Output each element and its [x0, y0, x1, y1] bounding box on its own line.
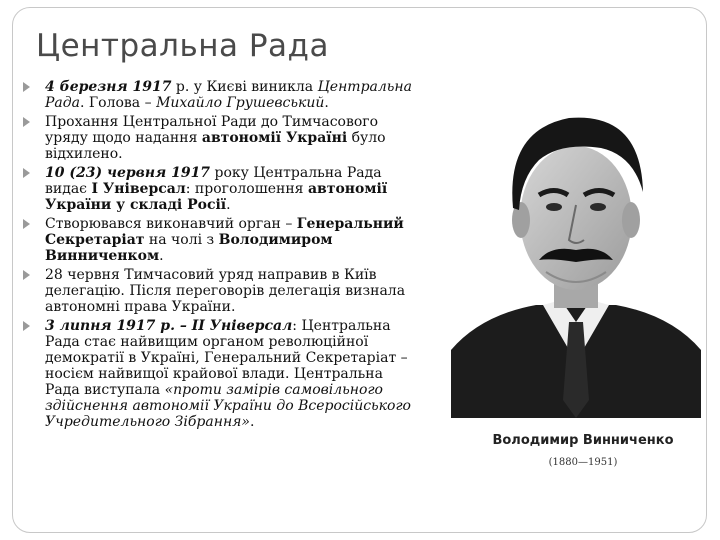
portrait-caption-name: Володимир Винниченко [492, 433, 674, 448]
bullet-text: Генеральний Секретаріат [45, 216, 404, 248]
bullet-text: року Центральна Рада видає [45, 165, 382, 197]
bullet-text: на чолі з [144, 232, 219, 248]
bullet-text: Створювався виконавчий орган – [45, 216, 297, 232]
bullet-text: : проголошення [185, 181, 308, 197]
bullet-text: Прохання Центральної Ради до Тимчасового уряду щодо надання [45, 114, 379, 146]
bullet-marker-icon [23, 219, 30, 229]
bullet-item [21, 114, 421, 162]
bullet-text: 4 березня 1917 [45, 79, 172, 95]
bullet-text: Центральна Рада [45, 79, 412, 111]
bullet-text: . [226, 197, 231, 213]
bullet-text: І Універсал [91, 181, 186, 197]
bullet-text: . [250, 414, 255, 430]
bullet-text: «проти замірів самовільного здійснення автономії України до Всеросійського Учредительного Зібрання» [45, 382, 411, 430]
bullet-item [21, 318, 421, 430]
bullet-marker-icon [23, 82, 30, 92]
bullet-text: 10 (23) червня 1917 [45, 165, 211, 181]
slide-title: Центральна Рада [36, 28, 329, 64]
bullet-marker-icon [23, 168, 30, 178]
portrait-photo [451, 100, 701, 418]
slide [12, 7, 707, 533]
bullet-text: Михайло Грушевський [156, 95, 325, 111]
bullet-text: р. у Києві виникла [171, 79, 318, 95]
bullet-item [21, 216, 421, 264]
bullet-text: . [324, 95, 329, 111]
bullet-text: . [159, 248, 164, 264]
bullet-list [21, 79, 421, 433]
bullet-text: Володимиром Винниченком [45, 232, 333, 264]
bullet-text: автономії України у складі Росії [45, 181, 388, 213]
bullet-text: було відхилено. [45, 130, 386, 162]
bullet-marker-icon [23, 321, 30, 331]
bullet-marker-icon [23, 117, 30, 127]
bullet-text: : Центральна Рада стає найвищим органом революційної демократії в Україні, Генеральний Секретаріат – носієм найвищої крайової влади. Центральна Рада виступала [45, 318, 408, 398]
bullet-marker-icon [23, 270, 30, 280]
bullet-item [21, 79, 421, 111]
bullet-text: . Голова – [80, 95, 157, 111]
bullet-text: автономії Україні [201, 130, 348, 146]
bullet-item [21, 267, 421, 315]
portrait-caption-years: (1880—1951) [548, 457, 618, 468]
bullet-text: 28 червня Тимчасовий уряд направив в Київ делегацію. Після переговорів делегація визнала автономні права України. [45, 267, 406, 315]
bullet-item [21, 165, 421, 213]
bullet-text: 3 липня 1917 р. – ІІ Універсал [45, 318, 293, 334]
